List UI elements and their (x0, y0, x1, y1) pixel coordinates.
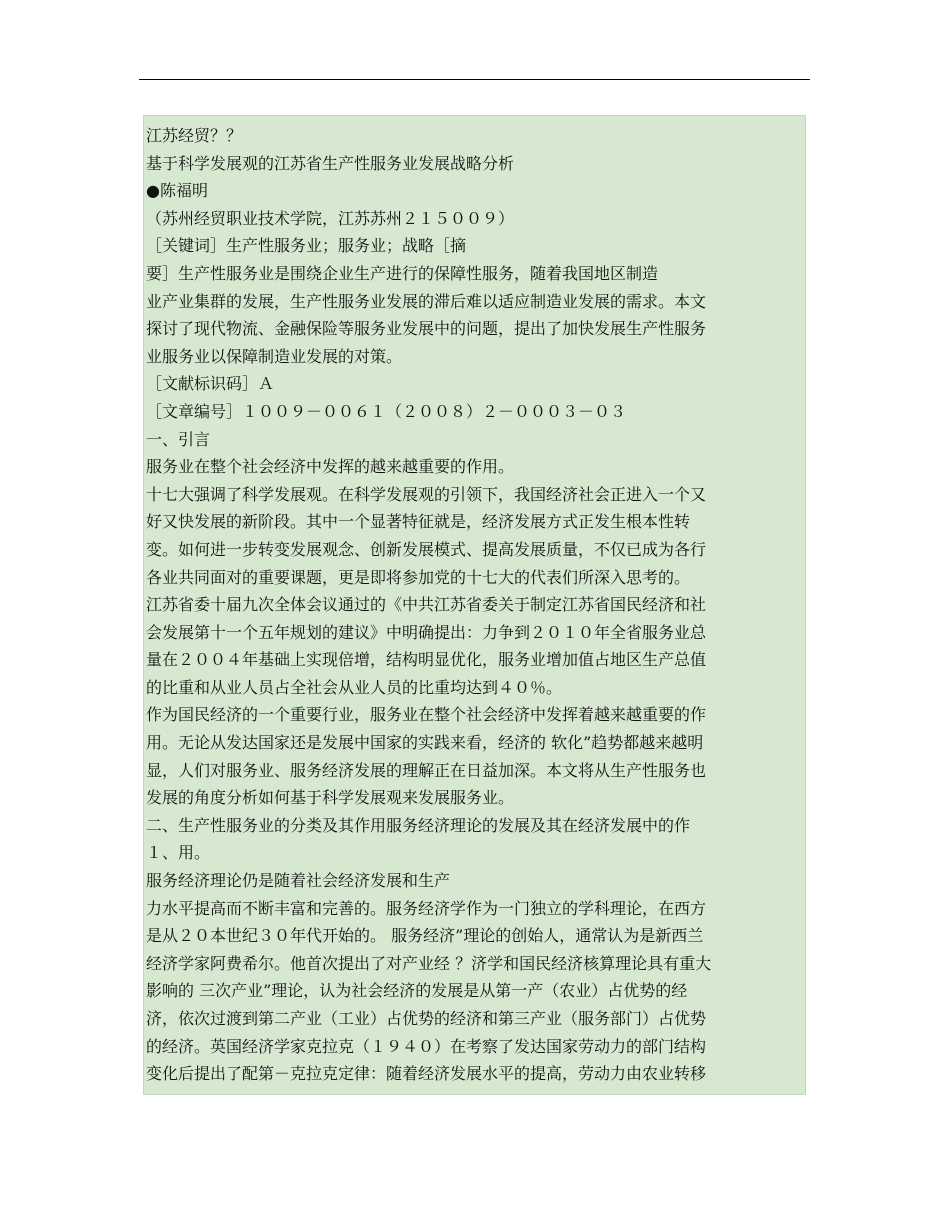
text-line: 是从２０本世纪３０年代开始的。 服务经济”理论的创始人，通常认为是新西兰 (146, 926, 704, 946)
text-line: 变。如何进一步转变发展观念、创新发展模式、提高发展质量，不仅已成为各行 (146, 539, 707, 559)
text-line: 影响的 三次产业”理论，认为社会经济的发展是从第一产（农业）占优势的经 (146, 981, 688, 1001)
text-line: 的比重和从业人员占全社会从业人员的比重均达到４０％。 (146, 677, 563, 697)
text-line: 量在２００４年基础上实现倍增，结构明显优化，服务业增加值占地区生产总值 (146, 650, 707, 670)
text-line: 会发展第十一个五年规划的建议》中明确提出：力争到２０１０年全省服务业总 (146, 622, 707, 642)
text-line: 服务经济理论仍是随着社会经济发展和生产 (146, 871, 451, 891)
text-line: 作为国民经济的一个重要行业，服务业在整个社会经济中发挥着越来越重要的作 (146, 705, 707, 725)
text-line: 变化后提出了配第－克拉克定律：随着经济发展水平的提高，劳动力由农业转移 (146, 1064, 707, 1084)
text-line: 服务业在整个社会经济中发挥的越来越重要的作用。 (146, 457, 515, 477)
text-line: 显，人们对服务业、服务经济发展的理解正在日益加深。本文将从生产性服务也 (146, 760, 707, 780)
document-body (143, 115, 806, 1095)
text-line: 探讨了现代物流、金融保险等服务业发展中的问题，提出了加快发展生产性服务 (146, 319, 707, 339)
text-line: （苏州经贸职业技术学院，江苏苏州２１５００９） (146, 208, 515, 228)
header-rule (139, 79, 810, 80)
text-line: 基于科学发展观的江苏省生产性服务业发展战略分析 (146, 153, 515, 173)
text-line: ●陈福明 (146, 181, 208, 201)
text-line: 业服务业以保障制造业发展的对策。 (146, 346, 403, 366)
text-line: 业产业集群的发展，生产性服务业发展的滞后难以适应制造业发展的需求。本文 (146, 291, 707, 311)
text-line: ［文章编号］１００９－００６１（２００８）２－０００３－０３ (146, 401, 627, 421)
text-line: 济，依次过渡到第二产业（工业）占优势的经济和第三产业（服务部门）占优势 (146, 1009, 707, 1028)
text-line: 用。无论从发达国家还是发展中国家的实践来看，经济的 软化”趋势都越来越明 (146, 733, 704, 753)
text-line: 经济学家阿费希尔。他首次提出了对产业经 ？济学和国民经济核算理论具有重大 (146, 953, 712, 973)
text-line: 江苏经贸？？ (146, 126, 243, 145)
text-line: 要］生产性服务业是围绕企业生产进行的保障性服务，随着我国地区制造 (146, 263, 659, 283)
document-text (146, 122, 805, 1088)
text-line: 一、引言 (146, 429, 211, 449)
text-line: 十七大强调了科学发展观。在科学发展观的引领下，我国经济社会正进入一个又 (146, 484, 707, 504)
text-line: 江苏省委十届九次全体会议通过的《中共江苏省委关于制定江苏省国民经济和社 (146, 595, 707, 615)
text-line: 发展的角度分析如何基于科学发展观来发展服务业。 (146, 788, 515, 808)
text-line: ［关键词］生产性服务业；服务业；战略［摘 (146, 236, 467, 256)
text-line: 的经济。英国经济学家克拉克（１９４０）在考察了发达国家劳动力的部门结构 (146, 1036, 707, 1056)
text-line: 好又快发展的新阶段。其中一个显著特征就是，经济发展方式正发生根本性转 (146, 512, 691, 532)
text-line: 二、生产性服务业的分类及其作用服务经济理论的发展及其在经济发展中的作 (146, 815, 691, 835)
text-line: 各业共同面对的重要课题，更是即将参加党的十七大的代表们所深入思考的。 (146, 567, 691, 587)
text-line: ［文献标识码］Ａ (146, 374, 275, 394)
text-line: １、用。 (146, 843, 211, 863)
text-line: 力水平提高而不断丰富和完善的。服务经济学作为一门独立的学科理论，在西方 (146, 898, 707, 918)
